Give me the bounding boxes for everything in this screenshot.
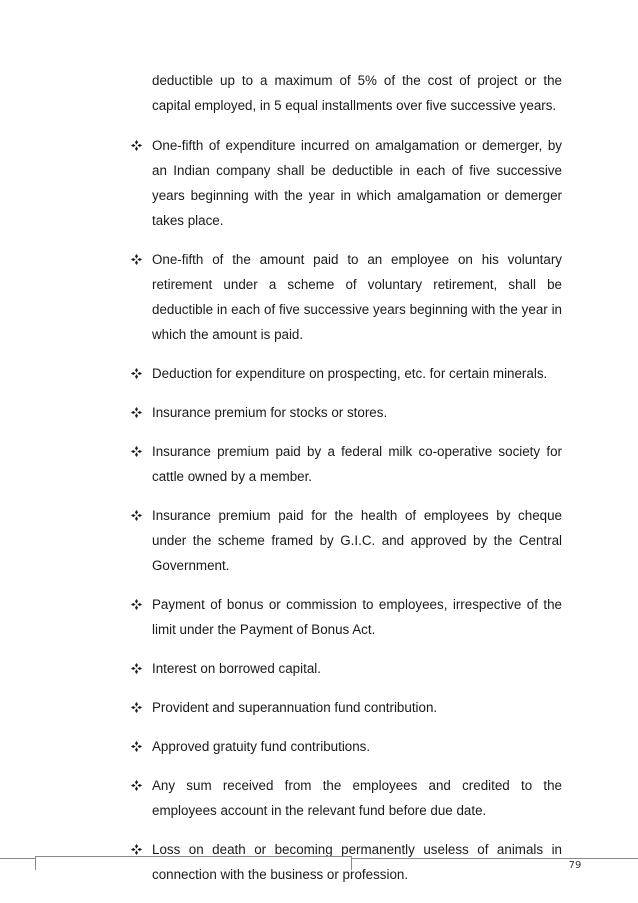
bullet-item — [128, 503, 562, 578]
bullet-text: One-fifth of expenditure incurred on amalgamation or demerger, by an Indian company shall be deductible in each of five successive years beginning with the year in which amalgamation or demerger takes place. — [152, 138, 562, 228]
bullet-item — [128, 656, 562, 681]
bullet-item — [128, 361, 562, 386]
four-diamond-bullet-icon — [128, 592, 144, 617]
bullet-text: Insurance premium for stocks or stores. — [152, 405, 388, 420]
continuation-paragraph: deductible up to a maximum of 5% of the cost of project or the capital employed, in 5 equal installments over five successive years. — [152, 73, 562, 113]
four-diamond-bullet-icon — [128, 247, 144, 272]
bullet-text: Approved gratuity fund contributions. — [152, 739, 371, 754]
bullet-item — [128, 400, 562, 425]
bullet-item — [128, 133, 562, 233]
bullet-text: Interest on borrowed capital. — [152, 661, 321, 676]
footer-rule-right — [352, 858, 638, 859]
four-diamond-bullet-icon — [128, 734, 144, 759]
four-diamond-bullet-icon — [128, 773, 144, 798]
bullet-text: Deduction for expenditure on prospecting, etc. for certain minerals. — [152, 366, 548, 381]
footer-rule-left — [0, 858, 35, 859]
bullet-text: One-fifth of the amount paid to an employee on his voluntary retirement under a scheme of voluntary retirement, shall be deductible in each of five successive years beginning with the year in which the amount is paid. — [152, 252, 562, 342]
four-diamond-bullet-icon — [128, 400, 144, 425]
four-diamond-bullet-icon — [128, 361, 144, 386]
bullet-text: Insurance premium paid for the health of employees by cheque under the scheme framed by G.I.C. and approved by the Central Government. — [152, 508, 562, 573]
four-diamond-bullet-icon — [128, 439, 144, 464]
bullet-text: Payment of bonus or commission to employees, irrespective of the limit under the Payment of Bonus Act. — [152, 597, 562, 637]
four-diamond-bullet-icon — [128, 695, 144, 720]
bullet-text: Provident and superannuation fund contribution. — [152, 700, 438, 715]
bullet-text: Any sum received from the employees and credited to the employees account in the relevant fund before due date. — [152, 778, 562, 818]
bullet-item — [128, 773, 562, 823]
bullet-item — [128, 439, 562, 489]
four-diamond-bullet-icon — [128, 656, 144, 681]
bullet-text: Loss on death or becoming permanently useless of animals in connection with the business or profession. — [152, 842, 562, 882]
bullet-text: Insurance premium paid by a federal milk co-operative society for cattle owned by a member. — [152, 444, 562, 484]
four-diamond-bullet-icon — [128, 503, 144, 528]
bullet-list — [128, 133, 562, 887]
bullet-item — [128, 592, 562, 642]
footer-tab — [35, 856, 352, 870]
page-content — [128, 68, 562, 901]
bullet-item — [128, 734, 562, 759]
bullet-item — [128, 695, 562, 720]
four-diamond-bullet-icon — [128, 133, 144, 158]
page-number: 79 — [568, 860, 582, 871]
bullet-item — [128, 247, 562, 347]
